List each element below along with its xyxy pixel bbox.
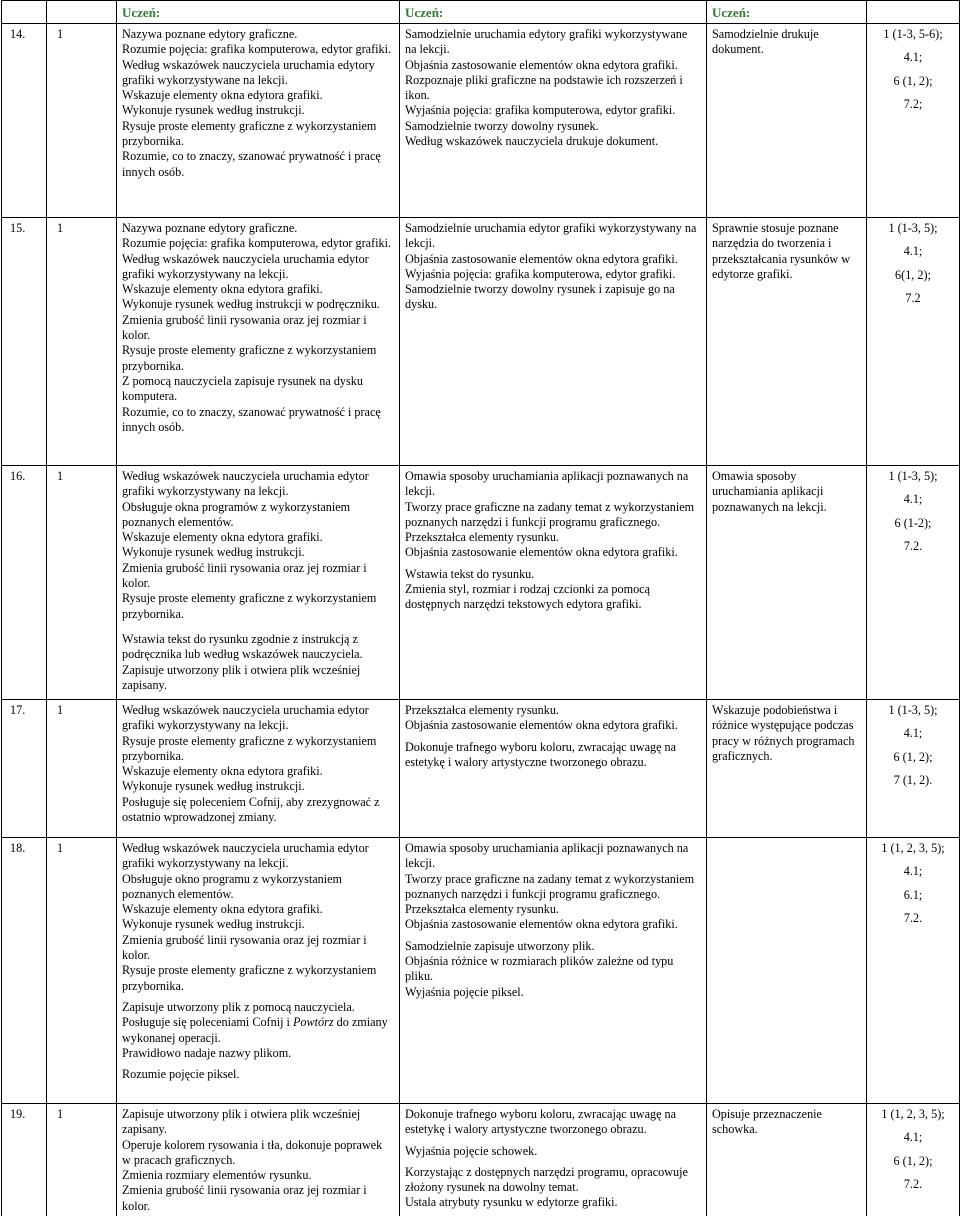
requirement-item: Wyjaśnia pojęcia: grafika komputerowa, edytor grafiki. [405, 266, 676, 281]
requirement-item: Wskazuje podobieństwa i różnice występujące podczas pracy w różnych programach graficznych. [712, 703, 855, 763]
extended-requirements [400, 838, 707, 1104]
advanced-requirements [707, 838, 867, 1104]
table-row [2, 838, 960, 1104]
curriculum-ref: 4.1; [903, 492, 923, 507]
curriculum-references [867, 218, 960, 466]
requirement-item: Wyjaśnia pojęcie schowek. [405, 1143, 538, 1158]
header-cell-2 [117, 1, 400, 24]
requirement-item: Samodzielnie zapisuje utworzony plik. [405, 938, 595, 953]
curriculum-references [867, 466, 960, 700]
curriculum-ref: 7 (1, 2). [893, 772, 933, 787]
extended-requirements [400, 700, 707, 838]
requirement-item: Nazywa poznane edytory graficzne. [122, 27, 298, 41]
curriculum-ref: 6 (1, 2); [893, 73, 933, 88]
requirement-item: Wskazuje elementy okna edytora grafiki. [122, 88, 323, 103]
requirement-item: Wykonuje rysunek według instrukcji. [122, 103, 305, 118]
requirement-item: Rozpoznaje pliki graficzne na podstawie ich rozszerzeń i ikon. [405, 72, 683, 103]
requirement-item: Według wskazówek nauczyciela uruchamia edytory grafiki wykorzystywane na lekcji. [122, 57, 375, 87]
requirement-item: Według wskazówek nauczyciela uruchamia edytor grafiki wykorzystywany na lekcji. [122, 703, 369, 733]
curriculum-ref: 4.1; [903, 864, 923, 879]
requirement-item: Według wskazówek nauczyciela drukuje dokument. [405, 134, 659, 149]
requirement-item: Zapisuje utworzony plik z pomocą nauczyciela. [122, 999, 355, 1014]
basic-requirements [117, 24, 400, 218]
curriculum-ref: 1 (1-3, 5); [888, 221, 938, 235]
requirement-item: Wskazuje elementy okna edytora grafiki. [122, 282, 323, 297]
requirement-item: Według wskazówek nauczyciela uruchamia edytor grafiki wykorzystywany na lekcji. [122, 251, 369, 281]
requirement-item: Korzystając z dostępnych narzędzi programu, opracowuje złożony rysunek na dowolny temat. [405, 1164, 688, 1195]
curriculum-ref: 7.2; [903, 96, 923, 111]
table-row [2, 24, 960, 218]
header-cell-num [2, 1, 47, 24]
requirement-item: Omawia sposoby uruchamiania aplikacji poznawanych na lekcji. [405, 841, 689, 871]
curriculum-ref: 6 (1, 2); [893, 1153, 933, 1168]
requirement-item: Dokonuje trafnego wyboru koloru, zwracając uwagę na estetykę i walory artystyczne tworzonego obrazu. [405, 739, 677, 769]
curriculum-ref: 4.1; [903, 1130, 923, 1145]
header-cell-hours [47, 1, 117, 24]
basic-requirements [117, 1104, 400, 1217]
curriculum-ref: 4.1; [903, 726, 923, 741]
curriculum-ref: 1 (1, 2, 3, 5); [881, 1107, 945, 1121]
header-cell-3 [400, 1, 707, 24]
curriculum-references [867, 24, 960, 218]
requirement-item: Objaśnia zastosowanie elementów okna edytora grafiki. [405, 917, 678, 932]
advanced-requirements [707, 218, 867, 466]
requirement-item: Rysuje proste elementy graficzne z wykorzystaniem przybornika. [122, 963, 377, 993]
basic-requirements [117, 700, 400, 838]
lesson-number: 19. [2, 1104, 47, 1217]
basic-requirements [117, 466, 400, 700]
requirement-item: Przekształca elementy rysunku. [405, 530, 559, 545]
curriculum-ref: 7.2. [903, 1176, 923, 1191]
requirement-item: Rozumie pojęcia: grafika komputerowa, edytor grafiki. [122, 42, 392, 57]
requirement-item: Według wskazówek nauczyciela uruchamia edytor grafiki wykorzystywany na lekcji. [122, 469, 369, 499]
requirement-item: Rysuje proste elementy graficzne z wykorzystaniem przybornika. [122, 343, 377, 373]
lesson-number: 18. [2, 838, 47, 1104]
header-label: Uczeń: [712, 4, 751, 20]
table-row [2, 218, 960, 466]
advanced-requirements [707, 700, 867, 838]
requirement-item: Zmienia rozmiary elementów rysunku. [122, 1168, 312, 1183]
requirement-item [122, 1015, 394, 1046]
requirement-item: Wstawia tekst do rysunku zgodnie z instrukcją z podręcznika lub według wskazówek nauczyciela. [122, 631, 363, 662]
requirement-item: Tworzy prace graficzne na zadany temat z wykorzystaniem poznanych narzędzi i funkcji programu graficznego. [405, 871, 695, 901]
requirement-item: Samodzielnie uruchamia edytor grafiki wykorzystywany na lekcji. [405, 221, 697, 251]
requirement-item: Objaśnia różnice w rozmiarach plików zależne od typu pliku. [405, 954, 674, 984]
advanced-requirements [707, 24, 867, 218]
requirement-item: Przekształca elementy rysunku. [405, 703, 559, 717]
advanced-requirements [707, 466, 867, 700]
header-cell-4 [707, 1, 867, 24]
requirements-table [1, 0, 960, 1216]
requirement-item: Prawidłowo nadaje nazwy plikom. [122, 1045, 292, 1060]
requirement-item: Objaśnia zastosowanie elementów okna edytora grafiki. [405, 57, 678, 72]
requirement-item: Wykonuje rysunek według instrukcji. [122, 545, 305, 560]
curriculum-ref: 4.1; [903, 50, 923, 65]
table-row [2, 1104, 960, 1217]
requirement-item: Rysuje proste elementy graficzne z wykorzystaniem przybornika. [122, 591, 377, 621]
requirement-item: Obsługuje okna programów z wykorzystaniem poznanych elementów. [122, 499, 351, 529]
requirement-item: Obsługuje okno programu z wykorzystaniem poznanych elementów. [122, 871, 343, 901]
curriculum-references [867, 838, 960, 1104]
advanced-requirements [707, 1104, 867, 1217]
extended-requirements [400, 466, 707, 700]
requirement-item: Samodzielnie tworzy dowolny rysunek. [405, 118, 599, 133]
requirement-item: Sprawnie stosuje poznane narzędzia do tworzenia i przekształcania rysunków w edytorze grafiki. [712, 221, 851, 281]
requirement-item: Samodzielnie drukuje dokument. [712, 27, 819, 57]
extended-requirements [400, 24, 707, 218]
header-cell-5 [867, 1, 960, 24]
lesson-hours: 1 [47, 1104, 117, 1217]
lesson-hours: 1 [47, 24, 117, 218]
requirement-item: Nazywa poznane edytory graficzne. [122, 221, 298, 235]
curriculum-ref: 6 (1, 2); [893, 749, 933, 764]
curriculum-references [867, 700, 960, 838]
lesson-number: 14. [2, 24, 47, 218]
header-row [2, 1, 960, 24]
curriculum-ref: 7.2 [905, 290, 921, 305]
requirement-item: Samodzielnie tworzy dowolny rysunek i zapisuje go na dysku. [405, 282, 675, 312]
requirement-item: Rozumie, co to znaczy, szanować prywatność i pracę innych osób. [122, 404, 381, 434]
requirement-item: Rozumie, co to znaczy, szanować prywatność i pracę innych osób. [122, 149, 381, 179]
requirement-item: Zapisuje utworzony plik i otwiera plik wcześniej zapisany. [122, 1107, 361, 1137]
curriculum-ref: 6 (1-2); [894, 515, 932, 530]
requirement-item: Operuje kolorem rysowania i tła, dokonuje poprawek w pracach graficznych. [122, 1137, 383, 1167]
lesson-number: 17. [2, 700, 47, 838]
requirement-item: Z pomocą nauczyciela zapisuje rysunek na dysku komputera. [122, 373, 363, 404]
lesson-hours: 1 [47, 838, 117, 1104]
lesson-hours: 1 [47, 466, 117, 700]
requirement-item: Rysuje proste elementy graficzne z wykorzystaniem przybornika. [122, 733, 377, 763]
lesson-hours: 1 [47, 700, 117, 838]
lesson-hours: 1 [47, 218, 117, 466]
table-row [2, 700, 960, 838]
requirement-item: Wyjaśnia pojęcia: grafika komputerowa, edytor grafiki. [405, 103, 676, 118]
requirement-item: Rysuje proste elementy graficzne z wykorzystaniem przybornika. [122, 118, 377, 149]
requirement-item: Przekształca elementy rysunku. [405, 902, 559, 917]
requirement-item: Ustala atrybuty rysunku w edytorze grafiki. [405, 1195, 618, 1210]
curriculum-ref: 1 (1, 2, 3, 5); [881, 841, 945, 855]
requirement-item: Omawia sposoby uruchamiania aplikacji poznawanych na lekcji. [405, 469, 689, 499]
requirement-item: Objaśnia zastosowanie elementów okna edytora grafiki. [405, 545, 678, 560]
requirement-item: Tworzy prace graficzne na zadany temat z wykorzystaniem poznanych narzędzi i funkcji programu graficznego. [405, 499, 695, 529]
requirement-item: Dokonuje trafnego wyboru koloru, zwracając uwagę na estetykę i walory artystyczne tworzonego obrazu. [405, 1107, 677, 1137]
requirement-text: do zmiany wykonanej operacji. [122, 1015, 388, 1045]
table-row [2, 466, 960, 700]
requirement-text: Posługuje się poleceniami Cofnij i [122, 1015, 293, 1030]
requirement-item: Opisuje przeznaczenie schowka. [712, 1107, 822, 1137]
curriculum-ref: 6(1, 2); [895, 267, 931, 282]
lesson-number: 15. [2, 218, 47, 466]
requirement-item: Omawia sposoby uruchamiania aplikacji poznawanych na lekcji. [712, 469, 827, 514]
extended-requirements [400, 218, 707, 466]
requirement-item: Wskazuje elementy okna edytora grafiki. [122, 902, 323, 917]
requirement-item: Objaśnia zastosowanie elementów okna edytora grafiki. [405, 718, 678, 733]
requirement-item: Wstawia tekst do rysunku. [405, 566, 535, 581]
requirement-item: Wskazuje elementy okna edytora grafiki. [122, 764, 323, 779]
requirement-item: Posługuje się poleceniem Cofnij, aby zrezygnować z ostatnio wprowadzonej zmiany. [122, 794, 380, 825]
requirement-item: Zapisuje utworzony plik i otwiera plik wcześniej zapisany. [122, 662, 361, 692]
requirement-item: Wyjaśnia pojęcie piksel. [405, 984, 524, 999]
curriculum-ref: 6.1; [903, 887, 923, 902]
requirement-item: Samodzielnie uruchamia edytory grafiki wykorzystywane na lekcji. [405, 27, 688, 57]
basic-requirements [117, 838, 400, 1104]
requirement-item: Zmienia styl, rozmiar i rodzaj czcionki za pomocą dostępnych narzędzi tekstowych edytora grafiki. [405, 582, 651, 612]
header-label: Uczeń: [122, 4, 161, 20]
requirement-item: Zmienia grubość linii rysowania oraz jej rozmiar i kolor. [122, 932, 367, 963]
curriculum-ref: 7.2. [903, 910, 923, 925]
curriculum-ref: 4.1; [903, 244, 923, 259]
basic-requirements [117, 218, 400, 466]
requirement-item: Wykonuje rysunek według instrukcji. [122, 779, 305, 794]
requirement-item: Wskazuje elementy okna edytora grafiki. [122, 530, 323, 545]
lesson-number: 16. [2, 466, 47, 700]
extended-requirements [400, 1104, 707, 1217]
header-label: Uczeń: [405, 4, 444, 20]
requirement-item: Zmienia grubość linii rysowania oraz jej rozmiar i kolor. [122, 1183, 367, 1213]
command-name: Powtórz [292, 1015, 334, 1030]
curriculum-ref: 7.2. [903, 538, 923, 553]
requirement-item: Wykonuje rysunek według instrukcji w podręczniku. [122, 297, 380, 312]
requirement-item: Zmienia grubość linii rysowania oraz jej rozmiar i kolor. [122, 312, 367, 343]
curriculum-references [867, 1104, 960, 1217]
requirement-item: Zmienia grubość linii rysowania oraz jej rozmiar i kolor. [122, 560, 367, 591]
curriculum-ref: 1 (1-3, 5-6); [883, 27, 943, 41]
curriculum-ref: 1 (1-3, 5); [888, 469, 938, 483]
requirement-item: Według wskazówek nauczyciela uruchamia edytor grafiki wykorzystywany na lekcji. [122, 841, 369, 871]
curriculum-ref: 1 (1-3, 5); [888, 703, 938, 717]
requirement-item: Wykonuje rysunek według instrukcji. [122, 917, 305, 932]
requirement-item: Rozumie pojęcia: grafika komputerowa, edytor grafiki. [122, 236, 392, 251]
requirement-item: Objaśnia zastosowanie elementów okna edytora grafiki. [405, 251, 678, 266]
requirement-item: Rozumie pojęcie piksel. [122, 1067, 240, 1082]
